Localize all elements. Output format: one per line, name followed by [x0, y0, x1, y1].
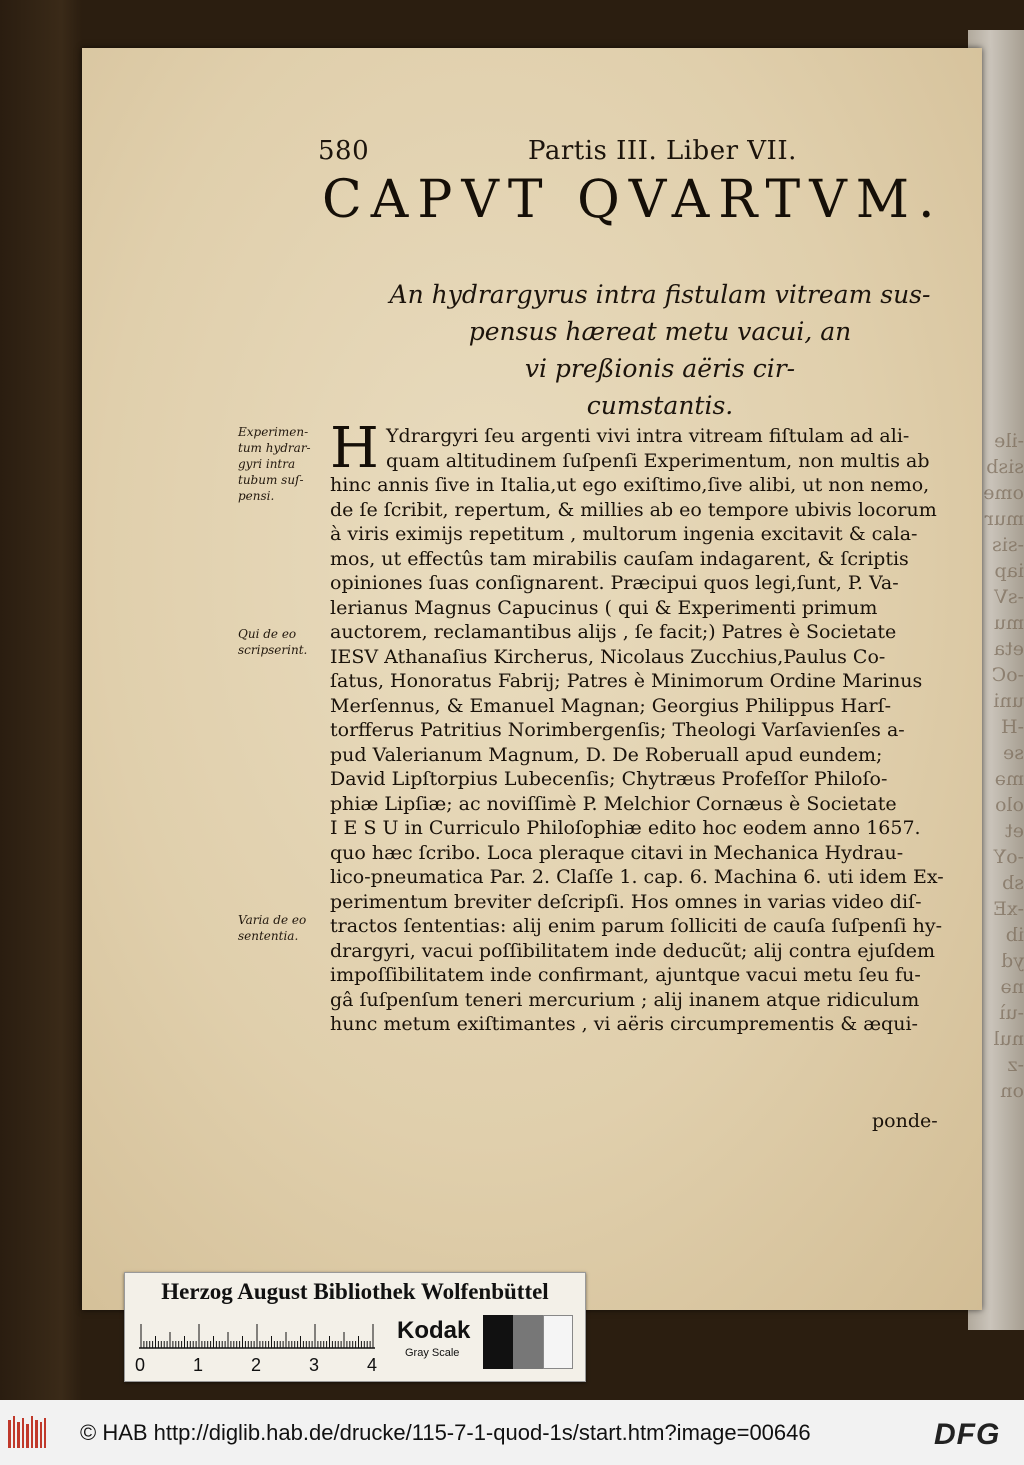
marginal-line: scripserint.: [238, 643, 308, 657]
text-line: auctorem, reclamantibus alijs , ſe facit;) Patres è Societate: [330, 621, 897, 643]
catchword: ponde-: [872, 1110, 938, 1132]
bleed-fragment: -oY: [993, 846, 1024, 868]
subtitle-line: An hydrargyrus intra fistulam vitream sus-: [389, 280, 931, 309]
institution-name: Herzog August Bibliothek Wolfenbüttel: [161, 1279, 549, 1304]
dfg-logo: DFG: [934, 1418, 1001, 1451]
subtitle-line: pensus hæreat metu vacui, an: [468, 317, 852, 346]
bleed-fragment: nə: [1000, 976, 1024, 998]
ruler-numbers: [131, 1355, 391, 1375]
text-line: I E S U in Curriculo Philoſophiæ edito hoc eodem anno 1657.: [330, 817, 921, 839]
subtitle-line: cumstantis.: [586, 391, 734, 420]
marginal-note-qui-scripserint: [238, 626, 328, 658]
marginal-line: Experimen-: [238, 425, 309, 439]
text-line: gâ ſuſpenſum teneri mercurium ; alij inanem atque ridiculum: [330, 988, 920, 1011]
text-line: impoſſibilitatem inde confirmant, ajuntque vacui metu ſeu fu-: [330, 964, 921, 986]
gray-patches: [483, 1315, 575, 1369]
chapter-title: CAPVT QVARTVM.: [322, 170, 944, 230]
text-line: ſatus, Honoratus Fabrij; Patres è Minimorum Ordine Marinus: [330, 670, 923, 692]
text-line: lerianus Magnus Capucinus ( qui & Experimenti primum: [330, 596, 878, 619]
text-line: hinc annis ſive in Italia,ut ego exiſtimo,ſive alibi, ut non nemo,: [330, 474, 930, 496]
text-line: torfferus Patritius Norimbergenſis; Theologi Varſavienſes a-: [330, 719, 905, 741]
bleed-fragment: ome: [983, 482, 1024, 504]
bleed-fragment: nul: [993, 1028, 1024, 1050]
marginal-line: Qui de eo: [238, 627, 297, 641]
text-line: mos, ut effectûs tam mirabilis cauſam indagarent, & ſcriptis: [330, 547, 909, 570]
text-line: quo hæc ſcribo. Loca pleraque citavi in Mechanica Hydrau-: [330, 841, 904, 864]
marginal-line: pensi.: [238, 489, 275, 503]
ruler-number: 1: [193, 1355, 204, 1375]
text-line: quam altitudinem ſuſpenſi Experimentum, non multis ab: [386, 449, 930, 472]
bleed-fragment: -ile: [994, 430, 1024, 452]
bleed-fragment: -sis: [992, 534, 1024, 556]
bleed-fragment: -sV: [994, 586, 1024, 608]
marginal-line: tum hydrar-: [238, 441, 311, 455]
bleed-fragment: sisb: [986, 456, 1024, 478]
bleed-fragment: -z: [1007, 1054, 1024, 1076]
bleed-fragment: ib: [1005, 924, 1024, 946]
text-line: pud Valerianum Magnum, D. De Roberuall apud eundem;: [330, 743, 883, 766]
text-line: opiniones ſuas conſignarent. Præcipui quos legi,ſunt, P. Va-: [330, 572, 899, 594]
text-line: lico-pneumatica Par. 2. Claſſe 1. cap. 6. Machina 6. uti idem Ex-: [330, 866, 944, 888]
ruler-number: 0: [135, 1355, 146, 1375]
text-line: drargyri, vacui poſſibilitatem inde deducũt; alij contra ejuſdem: [330, 939, 936, 962]
bleed-fragment: se: [1003, 742, 1024, 764]
text-line: IESV Athanaſius Kircherus, Nicolaus Zucchius,Paulus Co-: [330, 645, 886, 668]
bleed-fragment: et: [1005, 820, 1024, 842]
bleed-fragment: mu: [993, 612, 1024, 634]
kodak-logo: Kodak: [397, 1317, 471, 1344]
bleed-fragment: -uì: [999, 1002, 1024, 1024]
marginal-line: tubum suſ-: [238, 473, 304, 487]
text-line: hunc metum exiſtimantes , vi aëris circumprementis & æqui-: [330, 1013, 918, 1035]
gray-scale-label: Gray Scale: [405, 1347, 460, 1359]
marginal-note-varia-sententia: [238, 912, 328, 944]
text-line: David Lipſtorpius Lubecenſis; Chytræus Profeſſor Philoſo-: [330, 768, 888, 790]
text-line: de ſe ſcribit, repertum, & millies ab eo tempore ubivis locorum: [330, 498, 937, 521]
bleed-fragment: sb: [1002, 872, 1024, 894]
text-line: phiæ Lipſiæ; ac noviſſimè P. Melchior Cornæus è Societate: [330, 792, 897, 815]
bleed-fragment: on: [1000, 1080, 1024, 1102]
gray-patch-white: [543, 1315, 573, 1369]
measurement-ruler: [139, 1323, 379, 1349]
main-text-block: [330, 416, 970, 1037]
text-line: Merſennus, & Emanuel Magnan; Georgius Philippus Harſ-: [330, 694, 892, 717]
marginal-line: sententia.: [238, 929, 299, 943]
text-line: à viris eximijs repetitum , multorum ingenia excitavit & cala-: [330, 523, 918, 545]
running-title: Partis III. Liber VII.: [528, 136, 797, 166]
bleed-fragment: -H: [1001, 716, 1024, 738]
ruler-number: 3: [309, 1355, 320, 1375]
bleed-fragment: -xE: [992, 898, 1024, 920]
drop-capital: H: [330, 416, 379, 481]
bleed-fragment: eta: [993, 638, 1024, 660]
text-line: perimentum breviter deſcripſi. Hos omnes in varias video diſ-: [330, 890, 922, 913]
ruler-number: 2: [251, 1355, 262, 1375]
text-line: Ydrargyri ſeu argenti vivi intra vitream fiſtulam ad ali-: [386, 425, 910, 447]
copyright-url[interactable]: © HAB http://diglib.hab.de/drucke/115-7-1-quod-1s/start.htm?image=00646: [80, 1420, 811, 1445]
bleed-fragment: uni: [993, 690, 1024, 712]
marginal-line: Varia de eo: [238, 913, 307, 927]
ruler-number: 4: [367, 1355, 378, 1375]
chapter-subtitle: [360, 276, 960, 424]
barcode-icon: [6, 1412, 48, 1454]
bleed-fragment: yd: [1001, 950, 1024, 972]
bleed-fragment: -oC: [991, 664, 1024, 686]
subtitle-line: vi preßionis aëris cir-: [524, 354, 796, 383]
bleed-fragment: iap: [994, 560, 1024, 582]
text-line: tractos ſententias: alij enim parum ſolliciti de cauſa ſuſpenſi hy-: [330, 915, 943, 937]
gray-patch-black: [483, 1315, 513, 1369]
text-lines: [330, 416, 970, 1037]
bleed-fragment: olo: [995, 794, 1024, 816]
color-calibration-target: [124, 1272, 586, 1382]
bleed-fragment: mə: [994, 768, 1024, 790]
bleed-fragment: mur: [984, 508, 1024, 530]
marginal-note-experimentum: [238, 424, 328, 504]
marginal-line: gyri intra: [238, 457, 296, 471]
page-number: 580: [318, 136, 370, 166]
gray-patch-mid: [513, 1315, 543, 1369]
